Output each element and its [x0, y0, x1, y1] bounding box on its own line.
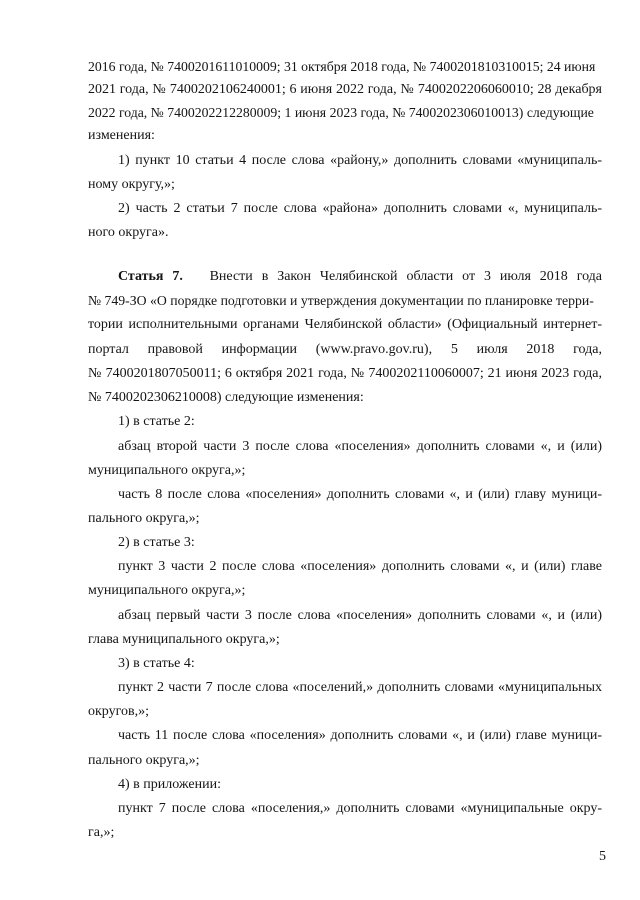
text-line: ному округу,»;: [88, 177, 175, 192]
text-line: муниципального округа,»;: [88, 583, 246, 598]
text-line: пункт 3 части 2 после слова «поселения» дополнить словами «, и (или) главе: [118, 559, 602, 574]
text-line: округов,»;: [88, 704, 150, 719]
text-line: ного округа».: [88, 225, 169, 240]
text-line: пункт 2 части 7 после слова «поселений,» дополнить словами «муниципальных: [118, 680, 602, 695]
text-line: портал правовой информации (www.pravo.gov.ru), 5 июля 2018 года,: [88, 342, 602, 357]
text-line: абзац первый части 3 после слова «поселения» дополнить словами «, и (или): [118, 608, 602, 623]
text-line: глава муниципального округа,»;: [88, 632, 280, 647]
text-line: № 7400202306210008) следующие изменения:: [88, 390, 364, 405]
text-line: 3) в статье 4:: [118, 656, 195, 671]
text-line: пального округа,»;: [88, 753, 200, 768]
text-line: пального округа,»;: [88, 511, 200, 526]
text-line: часть 11 после слова «поселения» дополнить словами «, и (или) главе муници-: [118, 728, 602, 743]
text-line: 1) в статье 2:: [118, 414, 195, 429]
text-line: часть 8 после слова «поселения» дополнить словами «, и (или) главу муници-: [118, 487, 602, 502]
text-line: 2016 года, № 7400201611010009; 31 октября 2018 года, № 7400201810310015; 24 июня: [88, 59, 596, 74]
text-line: тории исполнительными органами Челябинской области» (Официальный интернет-: [88, 317, 602, 332]
text-line: абзац второй части 3 после слова «поселения» дополнить словами «, и (или): [118, 439, 602, 454]
text-line: га,»;: [88, 825, 115, 840]
text-line: 2) часть 2 статьи 7 после слова «района» дополнить словами «, муниципаль-: [118, 201, 602, 216]
text-line: 4) в приложении:: [118, 777, 221, 792]
text-line: пункт 7 после слова «поселения,» дополнить словами «муниципальные окру-: [118, 801, 602, 816]
text-line: 2) в статье 3:: [118, 535, 195, 550]
article-heading-line: [118, 266, 602, 288]
page-number: 5: [599, 849, 606, 864]
text-line: муниципального округа,»;: [88, 463, 246, 478]
text-line: 1) пункт 10 статьи 4 после слова «району,» дополнить словами «муниципаль-: [118, 153, 602, 168]
text-line: № 749-ЗО «О порядке подготовки и утверждения документации по планировке терри-: [88, 293, 594, 308]
text-line: № 7400201807050011; 6 октября 2021 года, № 7400202110060007; 21 июня 2023 года,: [88, 366, 602, 381]
text-line: 2022 года, № 7400202212280009; 1 июня 2023 года, № 7400202306010013) следующие: [88, 105, 594, 120]
text-line: изменения:: [88, 128, 155, 143]
text-span: Внести в Закон Челябинской области от 3 июля 2018 года: [209, 269, 603, 284]
text-line: 2021 года, № 7400202106240001; 6 июня 2022 года, № 7400202206060010; 28 декабря: [88, 82, 602, 97]
article-heading: Статья 7.: [118, 269, 183, 284]
